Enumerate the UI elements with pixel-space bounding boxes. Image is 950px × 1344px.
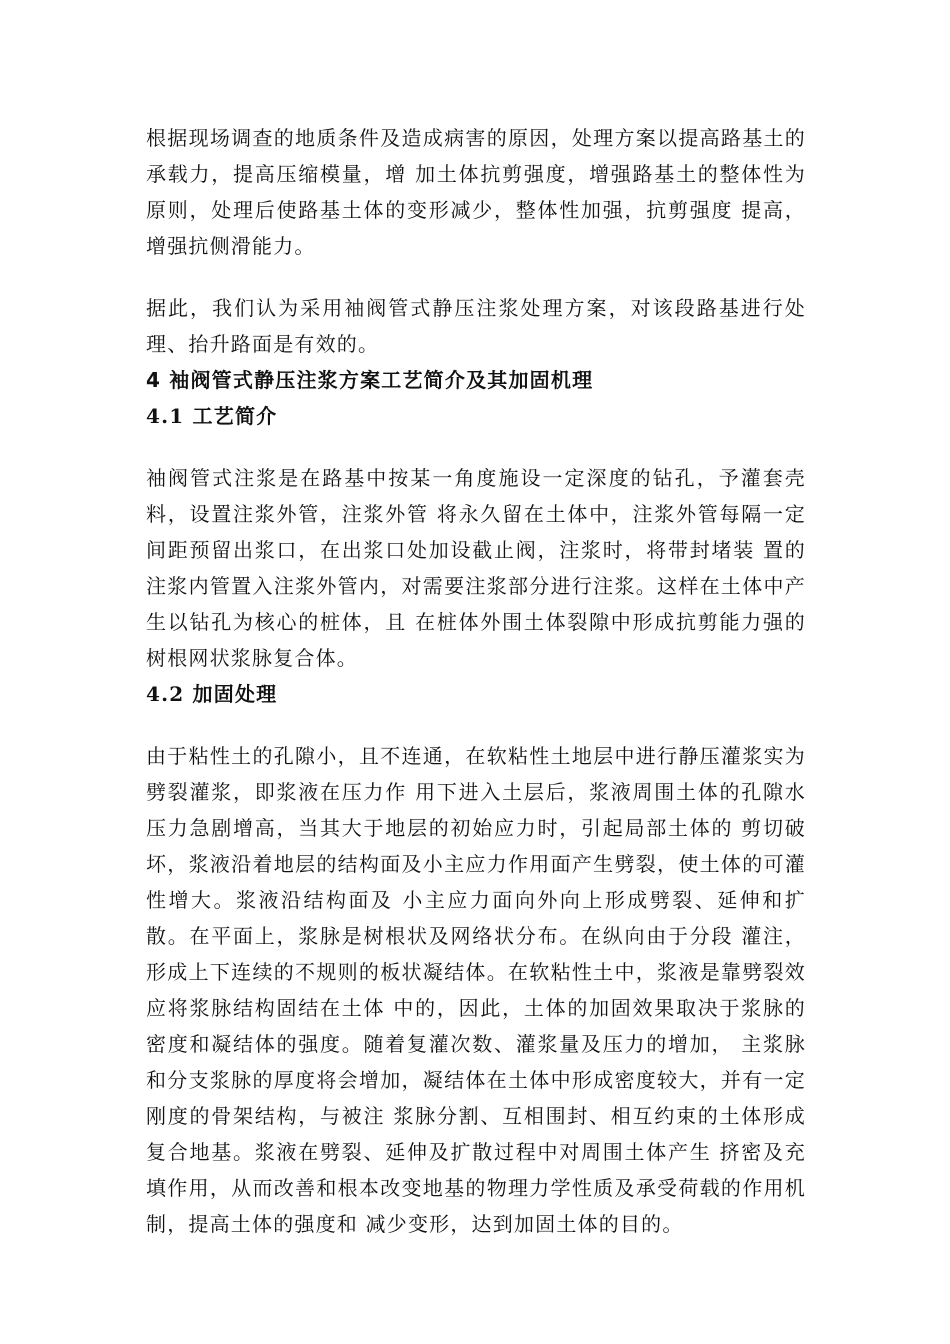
paragraph-process-intro: 袖阀管式注浆是在路基中按某一角度施设一定深度的钻孔，予灌套壳料，设置注浆外管，注浆外管 将永久留在土体中，注浆外管每隔一定间距预留出浆口，在出浆口处加设截止阀，注浆时，将带封堵装 置的注浆内管置入注浆外管内，对需要注浆部分进行注浆。这样在土体中产生以钻孔为核心的桩体，且 在桩体外围土体裂隙中形成抗剪能力强的树根网状浆脉复合体。 [146, 466, 806, 670]
document-page [146, 120, 806, 1242]
section-heading-4-1: 4.1 工艺简介 [146, 404, 278, 428]
section-heading-4: 4 袖阀管式静压注浆方案工艺简介及其加固机理 [146, 368, 594, 392]
paragraph-treatment-principle: 根据现场调查的地质条件及造成病害的原因，处理方案以提高路基土的承载力，提高压缩模量，增 加土体抗剪强度，增强路基土的整体性为原则，处理后使路基土体的变形减少，整体性加强，抗剪强度 提高，增强抗侧滑能力。 [146, 126, 806, 258]
paragraph-conclusion: 据此，我们认为采用袖阀管式静压注浆处理方案，对该段路基进行处理、抬升路面是有效的。 [146, 296, 806, 356]
section-heading-4-2: 4.2 加固处理 [146, 682, 278, 706]
paragraph-reinforcement: 由于粘性土的孔隙小，且不连通，在软粘性土地层中进行静压灌浆实为劈裂灌浆，即浆液在压力作 用下进入土层后，浆液周围土体的孔隙水压力急剧增高，当其大于地层的初始应力时，引起局部土体的 剪切破坏，浆液沿着地层的结构面及小主应力作用面产生劈裂，使土体的可灌性增大。浆液沿结构面及 小主应力面向外向上形成劈裂、延伸和扩散。在平面上，浆脉是树根状及网络状分布。在纵向由于分段 灌注，形成上下连续的不规则的板状凝结体。在软粘性土中，浆液是靠劈裂效应将浆脉结构固结在土体 中的，因此，土体的加固效果取决于浆脉的密度和凝结体的强度。随着复灌次数、灌浆量及压力的增加， 主浆脉和分支浆脉的厚度将会增加，凝结体在土体中形成密度较大，并有一定刚度的骨架结构，与被注 浆脉分割、互相围封、相互约束的土体形成复合地基。浆液在劈裂、延伸及扩散过程中对周围土体产生 挤密及充填作用，从而改善和根本改变地基的物理力学性质及承受荷载的作用机制，提高土体的强度和 减少变形，达到加固土体的目的。 [146, 744, 806, 1236]
